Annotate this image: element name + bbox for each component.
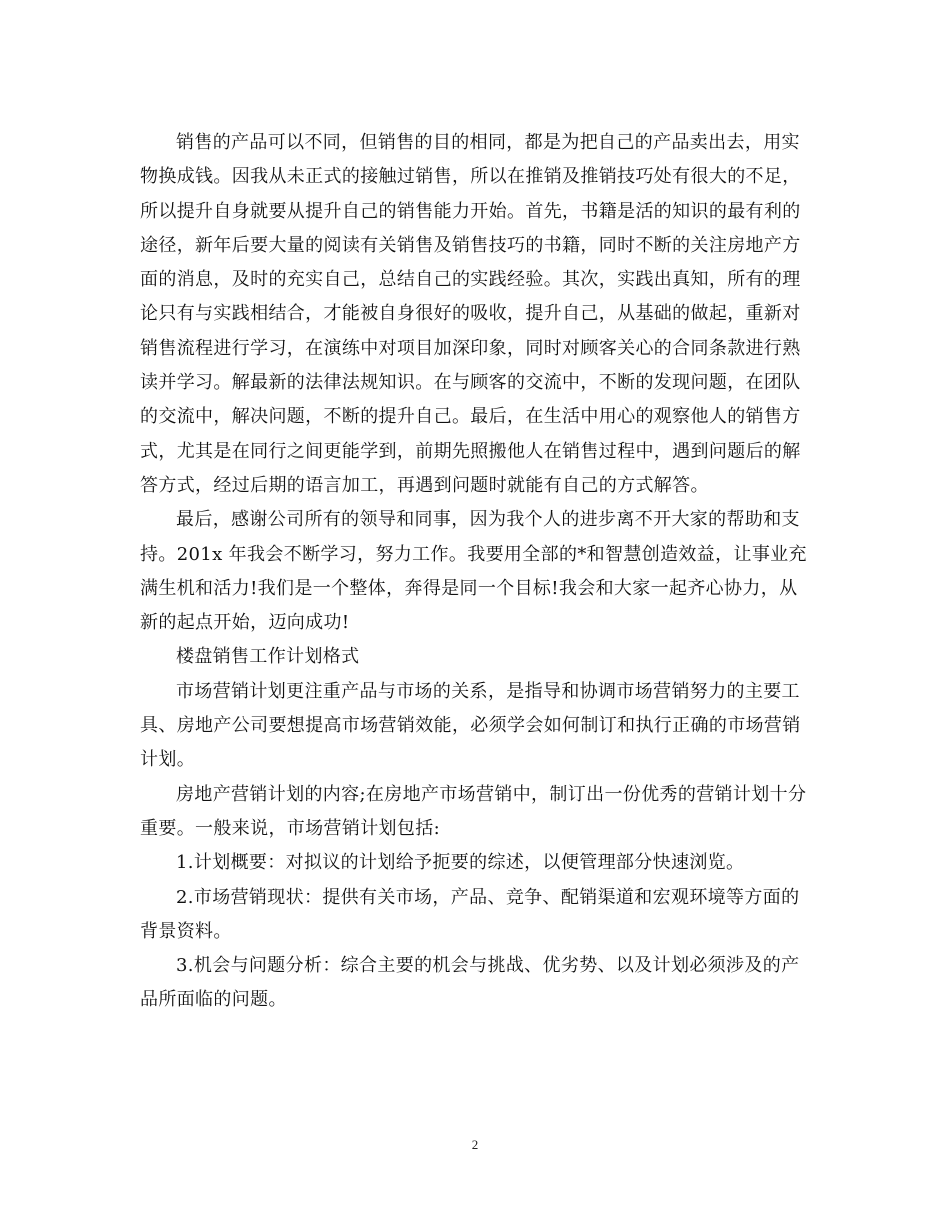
paragraph-1: 销售的产品可以不同，但销售的目的相同，都是为把自己的产品卖出去，用实物换成钱。因我从未正式的接触过销售，所以在推销及推销技巧处有很大的不足，所以提升自身就要从提升自己的销售能力开始。首先，书籍是活的知识的最有利的途径，新年后要大量的阅读有关销售及销售技巧的书籍，同时不断的关注房地产方面的消息，及时的充实自己，总结自己的实践经验。其次，实践出真知，所有的理论只有与实践相结合，才能被自身很好的吸收，提升自己，从基础的做起，重新对销售流程进行学习，在演练中对项目加深印象，同时对顾客关心的合同条款进行熟读并学习。解最新的法律法规知识。在与顾客的交流中，不断的发现问题，在团队的交流中，解决问题，不断的提升自己。最后，在生活中用心的观察他人的销售方式，尤其是在同行之间更能学到，前期先照搬他人在销售过程中，遇到问题后的解答方式，经过后期的语言加工，再遇到问题时就能有自己的方式解答。 xyxy=(140,132,801,496)
list-item-2: 2.市场营销现状：提供有关市场，产品、竞争、配销渠道和宏观环境等方面的背景资料。 xyxy=(140,886,800,942)
section-heading: 楼盘销售工作计划格式 xyxy=(176,646,360,668)
document-body xyxy=(140,126,812,1018)
page-number: 2 xyxy=(471,1137,479,1152)
paragraph-2: 最后，感谢公司所有的领导和同事，因为我个人的进步离不开大家的帮助和支持。201x 年我会不断学习，努力工作。我要用全部的*和智慧创造效益，让事业充满生机和活力!我们是一个整体，奔得是同一个目标!我会和大家一起齐心协力，从新的起点开始，迈向成功! xyxy=(140,509,807,634)
paragraph-4: 房地产营销计划的内容;在房地产市场营销中，制订出一份优秀的营销计划十分重要。一般来说，市场营销计划包括: xyxy=(140,783,807,839)
list-item-1: 1.计划概要：对拟议的计划给予扼要的综述，以便管理部分快速浏览。 xyxy=(176,852,745,874)
list-item-3: 3.机会与问题分析：综合主要的机会与挑战、优劣势、以及计划必须涉及的产品所面临的问题。 xyxy=(140,955,800,1011)
paragraph-3: 市场营销计划更注重产品与市场的关系，是指导和协调市场营销努力的主要工具、房地产公司要想提高市场营销效能，必须学会如何制订和执行正确的市场营销计划。 xyxy=(140,680,801,771)
